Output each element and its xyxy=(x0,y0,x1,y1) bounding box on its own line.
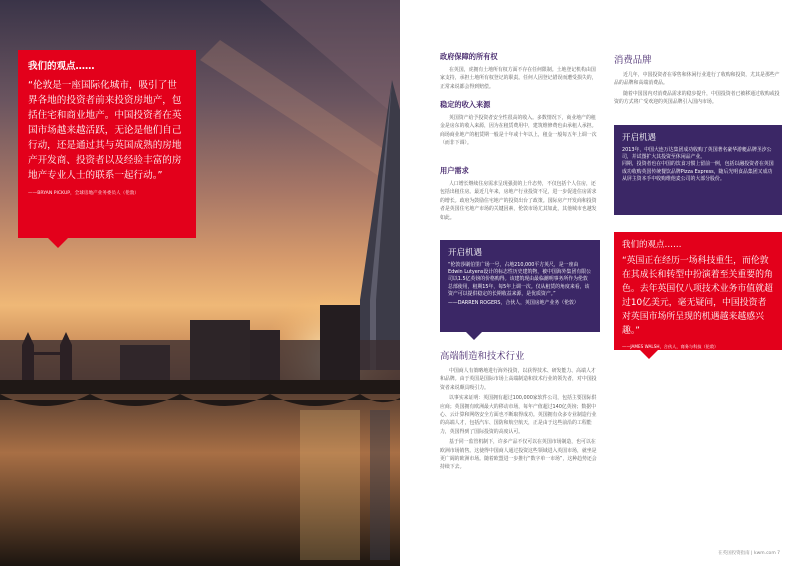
section-stable-income xyxy=(440,100,600,150)
opportunity-body: 2013年，中国大连万达集团成功收购了英国著名豪华游艇品牌圣汐公司，并试图扩大其投资至休闲品产业。 同期，投资者也在中国的饮食习惯上留前一例，包括以融投资者在英国成功收购英国传统餐饮品牌Pizza Express，随后光明食品集团又成功从屏主资本手中收购维他麦公司的大部分股份。 xyxy=(622,147,774,182)
left-quote-source: ——BRYAN PICKUP，全球房地产业务委员人（伦敦） xyxy=(28,191,139,196)
mid-opportunity-box xyxy=(440,240,600,332)
section-text: 以事实来证明：英国拥有超过100,000家软件公司，包括主要国际供应商；英国拥有欧洲最大的移动市场，每年产值超过140亿英镑；数据中心、云计算和网络安全方面也不断取得成功。英国拥有众多专业制造行业的高端人才，包括汽车、国防和航空航天，正是由于这些前沿的工程能力，英国得到了国际投资的高度认可。 xyxy=(440,395,597,435)
left-quote-title: 我们的观点…… xyxy=(28,61,95,72)
section-text: 英国资产给予投资者安全性很高的收入。多数情况下，商业地产的租金是房东的收入来源，因为在租赁费用中，建筑维修费也由承租人承担。商场商业地产的租赁期一般是十年或十年以上，租金一般每五年上调一次（而非下调）。 xyxy=(440,115,597,147)
opportunity-source: ——DARREN ROGERS，合伙人，英国房地产业务（伦敦） xyxy=(448,300,579,307)
right-opportunity-box xyxy=(614,125,782,215)
left-viewpoint-quote-box xyxy=(18,50,196,238)
section-heading: 政府保障的所有权 xyxy=(440,52,498,61)
section-text: 基于同一监管机制下，许多产品不仅可以在英国市场制造，也可以在欧洲市场销售。这使得中国商人通过投资这些领域进入英国市场，就坐是更广阔的欧洲市场。随着欧盟进一步推行“数字单一市场”，这种趋势还会持续下去。 xyxy=(440,439,597,471)
section-text: 随着中国国内对消费品需求的稳步提升，中国投资者已被移通过收购或投资的方式将广受欢迎的英国品牌引入国内市场。 xyxy=(614,90,780,106)
right-viewpoint-quote-box xyxy=(614,232,782,350)
section-user-demand xyxy=(440,166,600,224)
section-text: 人口增长继续住房需求呈现强劲的上升态势，不仅包括个人住房，还包括出租住房。最近几年来，房地产行业投资不足，进一步促进住房需求的增长。政府为鼓励住宅地产的投资出台了政策。国际房产开发商和投资者是英国住宅地产市场的关键因素，伦敦市场尤其如此，其他城市也越发如此。 xyxy=(440,181,597,221)
section-heading: 稳定的收入来源 xyxy=(440,100,491,109)
section-text: 在英国，虎拥有土地所有权方面不存在任何限制。土地登记机构由国家支持，承担土地所有权登记的职责。任何人因登记错误而遭受损失的，正常来说都会得到赔偿。 xyxy=(440,67,597,90)
section-text: 近几年，中国投资者在零售和休闲行业进行了收购和投资，尤其是那些产品的品牌和高端消费品。 xyxy=(614,72,780,87)
opportunity-title: 开启机遇 xyxy=(622,133,657,143)
viewpoint-title: 我们的观点…… xyxy=(622,240,682,250)
opportunity-title: 开启机遇 xyxy=(448,248,483,258)
left-quote-body: “伦敦是一座国际化城市，吸引了世界各地的投资者前来投资房地产，包括住宅和商业地产。中国投资者在英国市场越来越活跃，无论是他们自己行动，还是通过其与英国成熟的房地产开发商、投资者以及经验丰富的房地产专业人士的联系一起行动。” xyxy=(28,80,182,181)
section-manufacturing xyxy=(440,348,600,474)
section-heading: 消费品牌 xyxy=(614,55,652,66)
section-text: 中国商人有策略地进行海外投资，以获得技术、研发能力、高端人才和品牌。由于英国是国际市场上高端制造和技术行业的领先者，对中国投资者来说颇具吸引力。 xyxy=(440,368,597,391)
section-heading: 用户需求 xyxy=(440,166,469,175)
viewpoint-body: “英国正在经历一场科技重生，而伦敦在其成长和转型中扮演着至关重要的角色。去年英国仅八项技术业务市值就超过10亿美元，毫无疑问，中国投资者对英国市场所呈现的机遇越来越感兴趣。” xyxy=(622,256,773,336)
section-heading: 高端制造和技术行业 xyxy=(440,351,525,362)
opportunity-body: “伦敦莎刷伯里广场一号，占地210,000平方英尺，是一座由Edwin Lutyens设计的标志性历史建筑物，被中国海外集团有限公司以1.5亿英镑的价格购得。该建筑现由最临潮明事务所作为伦敦总部使用，租期15年，每5年上调一次。仅从租赁的角度来看，该资产可以提供稳定的长期收益来源，是优质资产。” xyxy=(448,262,592,297)
page-footer: 在英国投资指南 | kwm.com 7 xyxy=(718,551,780,556)
section-consumer-brands xyxy=(614,52,782,109)
viewpoint-source: ——JAMES WALSH，合伙人，商务与科技（伦敦） xyxy=(622,344,719,349)
section-government-ownership xyxy=(440,52,600,93)
